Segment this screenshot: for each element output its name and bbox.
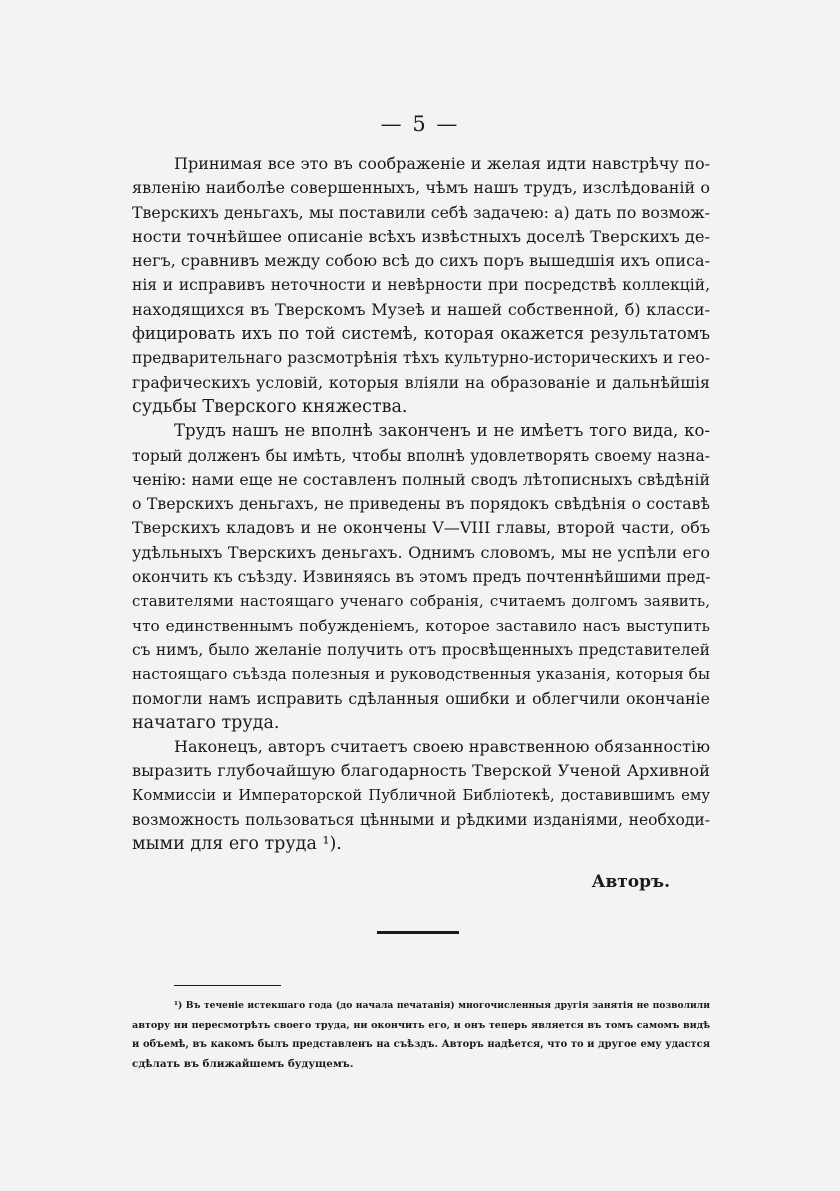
- text-line: торый долженъ бы имѣть, чтобы вполнѣ удовлетворять своему назна-: [132, 446, 710, 465]
- text-line: Коммиссіи и Императорской Публичной Библіотекѣ, доставившимъ ему: [132, 786, 710, 804]
- text-line: фицировать ихъ по той системѣ, которая окажется результатомъ: [132, 324, 710, 344]
- text-line: съ нимъ, было желаніе получить отъ просвѣщенныхъ представителей: [132, 640, 710, 659]
- end-rule: [377, 931, 459, 934]
- text-line: графическихъ условій, которыя вліяли на образованіе и дальнѣйшія: [132, 372, 710, 392]
- text-line: Трудъ нашъ не вполнѣ законченъ и не имѣетъ того вида, ко-: [174, 421, 710, 441]
- text-line: Принимая все это въ соображеніе и желая идти навстрѣчу по-: [174, 154, 710, 173]
- text-line: начатаго труда.: [132, 712, 280, 733]
- text-line: возможность пользоваться цѣнными и рѣдкими изданіями, необходи-: [132, 811, 710, 830]
- text-line: ставителями настоящаго ученаго собранія, считаемъ долгомъ заявить,: [132, 592, 710, 611]
- text-line: Тверскихъ кладовъ и не окончены V—VIII главы, второй части, объ: [132, 518, 710, 538]
- text-line: помогли намъ исправить сдѣланныя ошибки и облегчили окончаніе: [132, 688, 710, 708]
- text-line: ченію: нами еще не составленъ полный сводъ лѣтописныхъ свѣдѣній: [132, 469, 710, 489]
- footnote: [132, 996, 710, 1074]
- text-line: негъ, сравнивъ между собою всѣ до сихъ поръ вышедшія ихъ описа-: [132, 251, 710, 271]
- page-number: — 5 —: [380, 112, 460, 136]
- footnote-line: автору ни пересмотрѣть своего труда, ни окончить его, и онъ теперь является въ томъ самомъ видѣ: [132, 1019, 710, 1031]
- footnote-rule: [174, 985, 281, 986]
- text-line: Наконецъ, авторъ считаетъ своею нравственною обязанностію: [174, 737, 710, 757]
- text-line: настоящаго съѣзда полезныя и руководственныя указанія, которыя бы: [132, 665, 710, 684]
- text-line: находящихся въ Тверскомъ Музеѣ и нашей собственной, б) класси-: [132, 299, 710, 319]
- text-line: мыми для его труда ¹).: [132, 834, 342, 855]
- text-line: выразить глубочайшую благодарность Тверской Ученой Архивной: [132, 761, 710, 781]
- text-line: что единственнымъ побужденіемъ, которое заставило насъ выступить: [132, 616, 710, 635]
- text-line: предварительнаго разсмотрѣнія тѣхъ культурно-историческихъ и гео-: [132, 349, 710, 368]
- text-line: судьбы Тверского княжества.: [132, 396, 408, 417]
- text-line: окончить къ съѣзду. Извиняясь въ этомъ предъ почтеннѣйшими пред-: [132, 568, 711, 587]
- text-line: о Тверскихъ деньгахъ, не приведены въ порядокъ свѣдѣнія о составѣ: [132, 494, 710, 514]
- footnote-line: ¹) Въ теченіе истекшаго года (до начала печатанія) многочисленныя другія занятія не позволили: [174, 1000, 710, 1011]
- text-line: ности точнѣйшее описаніе всѣхъ извѣстныхъ доселѣ Тверскихъ де-: [132, 226, 710, 246]
- footnote-line: и объемѣ, въ какомъ былъ представленъ на съѣздъ. Авторъ надѣется, что то и другое ему удастся: [132, 1039, 710, 1050]
- footnote-line: сдѣлать въ ближайшемъ будущемъ.: [132, 1057, 354, 1070]
- text-line: Тверскихъ деньгахъ, мы поставили себѣ задачею: а) дать по возмож-: [132, 202, 710, 222]
- author-signature: Авторъ.: [591, 872, 670, 892]
- text-line: явленію наиболѣе совершенныхъ, чѣмъ нашъ трудъ, изслѣдованій о: [132, 178, 710, 198]
- text-line: удѣльныхъ Тверскихъ деньгахъ. Однимъ словомъ, мы не успѣли его: [132, 542, 710, 562]
- body-text: [132, 152, 710, 857]
- text-line: нія и исправивъ неточности и невѣрности при посредствѣ коллекцій,: [132, 276, 710, 295]
